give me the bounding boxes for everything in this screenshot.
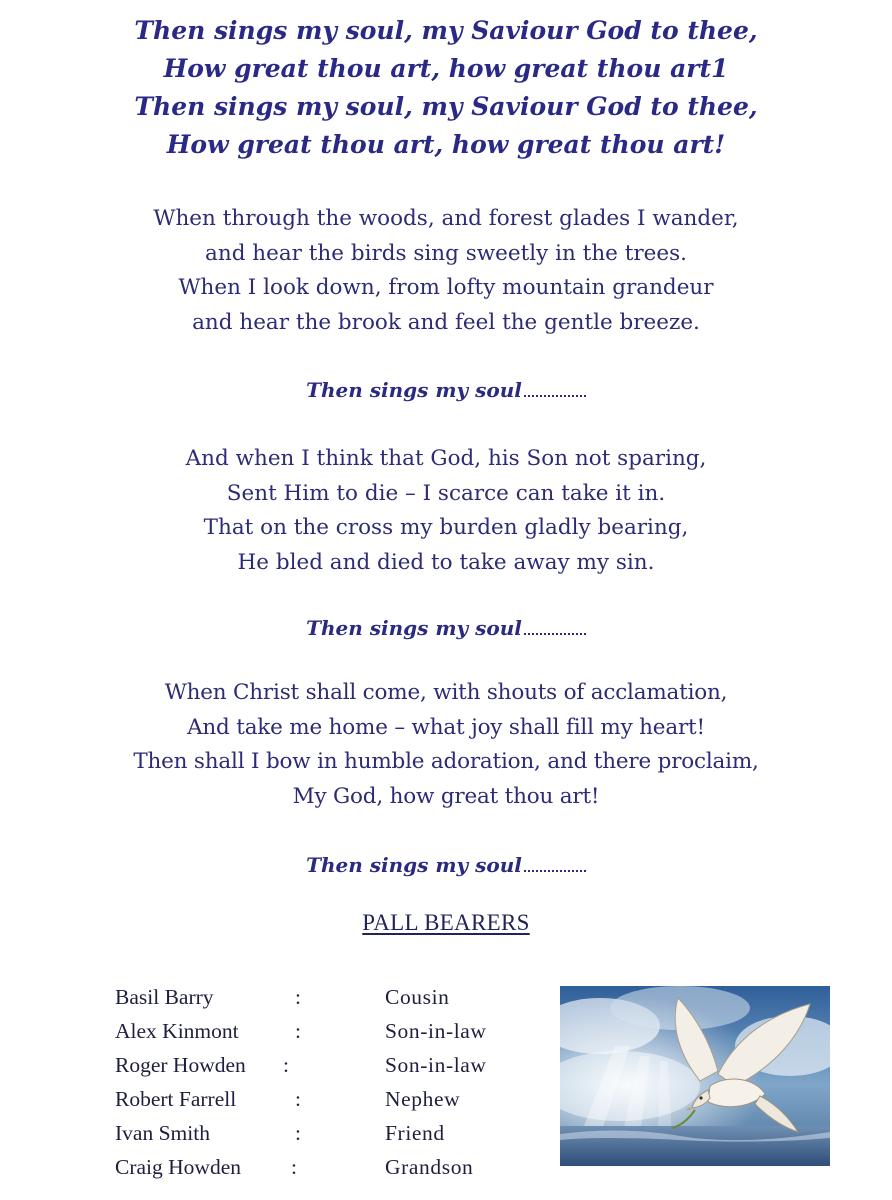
verse-line: And take me home – what joy shall fill my heart! xyxy=(187,714,705,740)
bearer-relation: Nephew xyxy=(385,1087,461,1111)
bearer-relation: Friend xyxy=(385,1121,445,1145)
pall-bearer-row xyxy=(115,1116,535,1150)
verse-line: That on the cross my burden gladly bearing, xyxy=(203,515,689,540)
pall-bearer-row xyxy=(115,980,535,1014)
verse-line: Then shall I bow in humble adoration, and there proclaim, xyxy=(133,749,759,774)
verse-line: and hear the brook and feel the gentle breeze. xyxy=(192,309,700,335)
pall-bearer-row xyxy=(115,1150,535,1184)
verse-line: When I look down, from lofty mountain grandeur xyxy=(178,275,714,300)
refrain-ellipsis xyxy=(524,631,586,635)
chorus-stanza xyxy=(0,12,892,164)
bearer-relation: Son-in-law xyxy=(385,1019,487,1043)
bearer-relation: Cousin xyxy=(385,985,450,1009)
pall-bearers-title: PALL BEARERS xyxy=(362,910,530,935)
refrain-ellipsis xyxy=(524,393,586,397)
bearer-separator: : xyxy=(295,1087,301,1111)
chorus-line: Then sings my soul, my Saviour God to thee, xyxy=(134,92,758,121)
dove-image xyxy=(560,986,830,1166)
verse-line: Sent Him to die – I scarce can take it in. xyxy=(226,480,666,506)
dove-in-clouds-icon xyxy=(560,986,830,1166)
chorus-line: How great thou art, how great thou art1 xyxy=(163,54,729,83)
chorus-line: Then sings my soul, my Saviour God to thee, xyxy=(134,16,758,45)
verse-line: And when I think that God, his Son not sparing, xyxy=(185,446,707,471)
bearer-name: Basil Barry xyxy=(115,985,214,1009)
refrain-3 xyxy=(0,851,892,879)
verse-2 xyxy=(0,442,892,580)
refrain-1 xyxy=(0,376,892,404)
verse-line: When Christ shall come, with shouts of acclamation, xyxy=(164,680,728,705)
refrain-ellipsis xyxy=(524,868,586,872)
verse-line: My God, how great thou art! xyxy=(292,783,600,809)
refrain-2 xyxy=(0,614,892,642)
bearer-name: Roger Howden xyxy=(115,1053,246,1077)
bearer-name: Alex Kinmont xyxy=(115,1019,239,1043)
pall-bearers-list xyxy=(115,980,535,1184)
pall-bearer-row xyxy=(115,1014,535,1048)
verse-1 xyxy=(0,202,892,340)
bearer-relation: Son-in-law xyxy=(385,1053,487,1077)
pall-bearer-row xyxy=(115,1048,535,1082)
bearer-separator: : xyxy=(295,1121,301,1145)
bearer-separator: : xyxy=(291,1155,297,1179)
verse-line: and hear the birds sing sweetly in the trees. xyxy=(205,240,687,266)
pall-bearer-row xyxy=(115,1082,535,1116)
refrain-text: Then sings my soul xyxy=(306,378,522,402)
bearer-relation: Grandson xyxy=(385,1155,474,1179)
refrain-text: Then sings my soul xyxy=(306,853,522,877)
bearer-name: Ivan Smith xyxy=(115,1121,210,1145)
bearer-separator: : xyxy=(283,1053,289,1077)
verse-3 xyxy=(0,676,892,814)
chorus-line: How great thou art, how great thou art! xyxy=(166,130,726,159)
pall-bearers-heading xyxy=(0,908,892,938)
bearer-name: Craig Howden xyxy=(115,1155,241,1179)
refrain-text: Then sings my soul xyxy=(306,616,522,640)
bearer-separator: : xyxy=(295,985,301,1009)
bearer-separator: : xyxy=(295,1019,301,1043)
verse-line: He bled and died to take away my sin. xyxy=(237,549,655,575)
bearer-name: Robert Farrell xyxy=(115,1087,237,1111)
verse-line: When through the woods, and forest glades I wander, xyxy=(153,206,739,231)
